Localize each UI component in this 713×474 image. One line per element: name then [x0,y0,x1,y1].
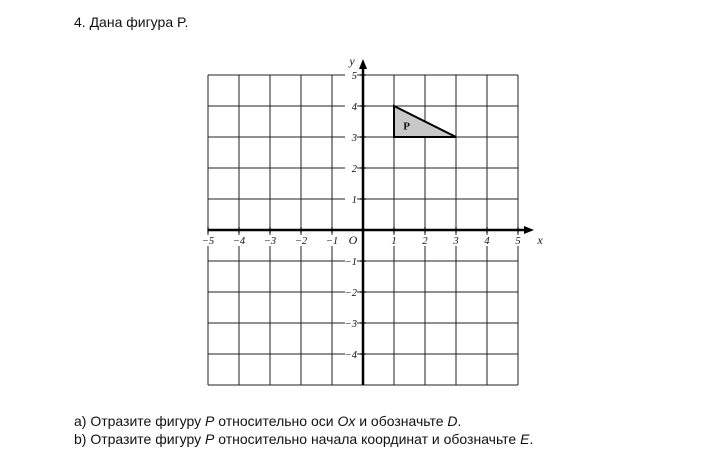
y-tick-label: −2 [344,288,357,299]
x-tick-label: 4 [484,236,490,247]
problem-title: 4. Дана фигура P. [74,14,189,30]
y-tick-label: 2 [351,164,357,175]
x-axis-label: x [537,233,543,247]
x-tick-label: −4 [232,236,246,247]
y-axis-label: y [349,54,355,68]
axes [208,59,534,385]
y-tick-label: 5 [351,71,357,82]
x-tick-label: −2 [294,236,308,247]
y-tick-label: −3 [344,319,357,330]
x-tick-label: 1 [391,236,397,247]
x-tick-label: −3 [263,236,277,247]
y-tick-label: 1 [351,195,357,206]
x-tick-label: 2 [422,236,428,247]
x-tick-label: 3 [453,236,459,247]
y-tick-label: 4 [351,102,357,113]
y-axis-arrow-icon [359,59,367,69]
task-a: a) Отразите фигуру P относительно оси Ox и обозначьте D. [74,413,462,429]
tick-labels [201,54,543,361]
y-tick-label: 3 [351,133,357,144]
task-b: b) Отразите фигуру P относительно начала координат и обозначьте E. [74,431,534,447]
y-tick-label: −1 [344,257,357,268]
shape-label: P [403,120,411,133]
x-tick-label: 5 [515,236,521,247]
x-tick-label: −5 [201,236,215,247]
origin-label: O [348,233,358,247]
x-tick-label: −1 [325,236,339,247]
x-axis-arrow-icon [524,226,534,234]
y-tick-label: −4 [344,350,357,361]
